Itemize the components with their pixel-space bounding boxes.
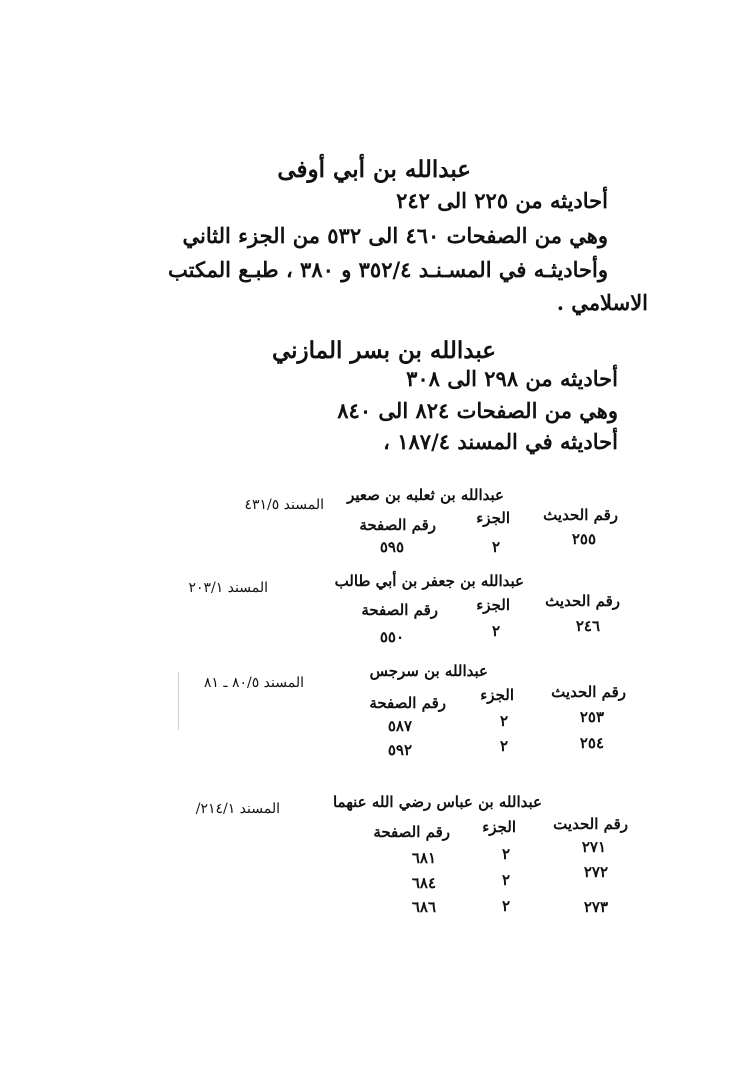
section1-line-2: وهي من الصفحات ٤٦٠ الى ٥٣٢ من الجزء الثاني [182,223,608,248]
table-2-row-1-hadith: ٢٤٦ [575,617,600,635]
section2-line-3: أحاديثه في المسند ١٨٧/٤ ، [383,429,618,454]
table-2-name: عبدالله بن جعفر بن أبي طالب [334,572,524,590]
table-3-row-2-hadith: ٢٥٤ [579,734,604,752]
table-1-part-label: الجزء [476,509,510,527]
table-4-row-3-hadith: ٢٧٣ [583,898,608,916]
section1-title: عبدالله بن أبي أوفى [277,156,471,183]
table-1-page-label: رقم الصفحة [359,516,436,534]
table-3-row-2-part: ٢ [499,737,508,755]
section1-line-3: وأحاديثـه في المسـنـد ٣٥٢/٤ و ٣٨٠ ، طبـع المكتب [168,257,608,282]
scan-margin-line [178,672,179,730]
table-4-hadith-label: رقم الحديت [553,815,628,833]
table-2-row-1-part: ٢ [491,622,500,640]
table-3-page-label: رقم الصفحة [369,694,446,712]
section2-line-1: أحاديثه من ٢٩٨ الى ٣٠٨ [406,366,618,391]
table-4-row-1-part: ٢ [501,845,510,863]
table-2-hadith-label: رقم الحديث [545,592,620,610]
table-4-row-2-hadith: ٢٧٢ [583,863,608,881]
table-4-page-label: رقم الصفحة [373,823,450,841]
table-2-page-label: رقم الصفحة [361,601,438,619]
table-1-row-1-hadith: ٢٥٥ [571,530,596,548]
table-4-ref: المسند ٢١٤/١/ [195,801,280,817]
table-3-row-1-part: ٢ [499,712,508,730]
table-1-row-1-part: ٢ [491,538,500,556]
table-4-row-2-part: ٢ [501,871,510,889]
table-1-hadith-label: رقم الحديث [543,506,618,524]
table-4-name: عبدالله بن عباس رضي الله عنهما [332,793,542,811]
section1-line-1: أحاديثه من ٢٢٥ الى ٢٤٢ [396,188,608,213]
table-3-row-2-page: ٥٩٢ [387,741,412,759]
table-4-part-label: الجزء [482,818,516,836]
table-3-hadith-label: رقم الحديث [551,683,626,701]
table-1-row-1-page: ٥٩٥ [379,538,404,556]
table-3-row-1-hadith: ٢٥٣ [579,708,604,726]
table-4-row-2-page: ٦٨٤ [411,874,436,892]
table-4-row-1-page: ٦٨١ [411,849,436,867]
table-4-row-3-page: ٦٨٦ [411,898,436,916]
table-3-ref: المسند ٨٠/٥ ـ ٨١ [203,675,304,691]
table-4-row-1-hadith: ٢٧١ [581,838,606,856]
section1-line-4: الاسلامي . [556,290,648,315]
section2-title: عبدالله بن بسر المازني [271,337,496,364]
table-3-row-1-page: ٥٨٧ [387,717,412,735]
table-3-name: عبدالله بن سرجس [369,662,488,680]
table-4-row-3-part: ٢ [501,897,510,915]
table-1-ref: المسند ٤٣١/٥ [244,497,324,513]
table-2-ref: المسند ٢٠٣/١ [188,580,268,596]
section2-line-2: وهي من الصفحات ٨٢٤ الى ٨٤٠ [337,398,618,423]
table-3-part-label: الجزء [480,686,514,704]
table-1-name: عبدالله بن ثعلبه بن صعير [347,486,504,504]
table-2-row-1-page: ٥٥٠ [379,628,404,646]
table-2-part-label: الجزء [476,596,510,614]
